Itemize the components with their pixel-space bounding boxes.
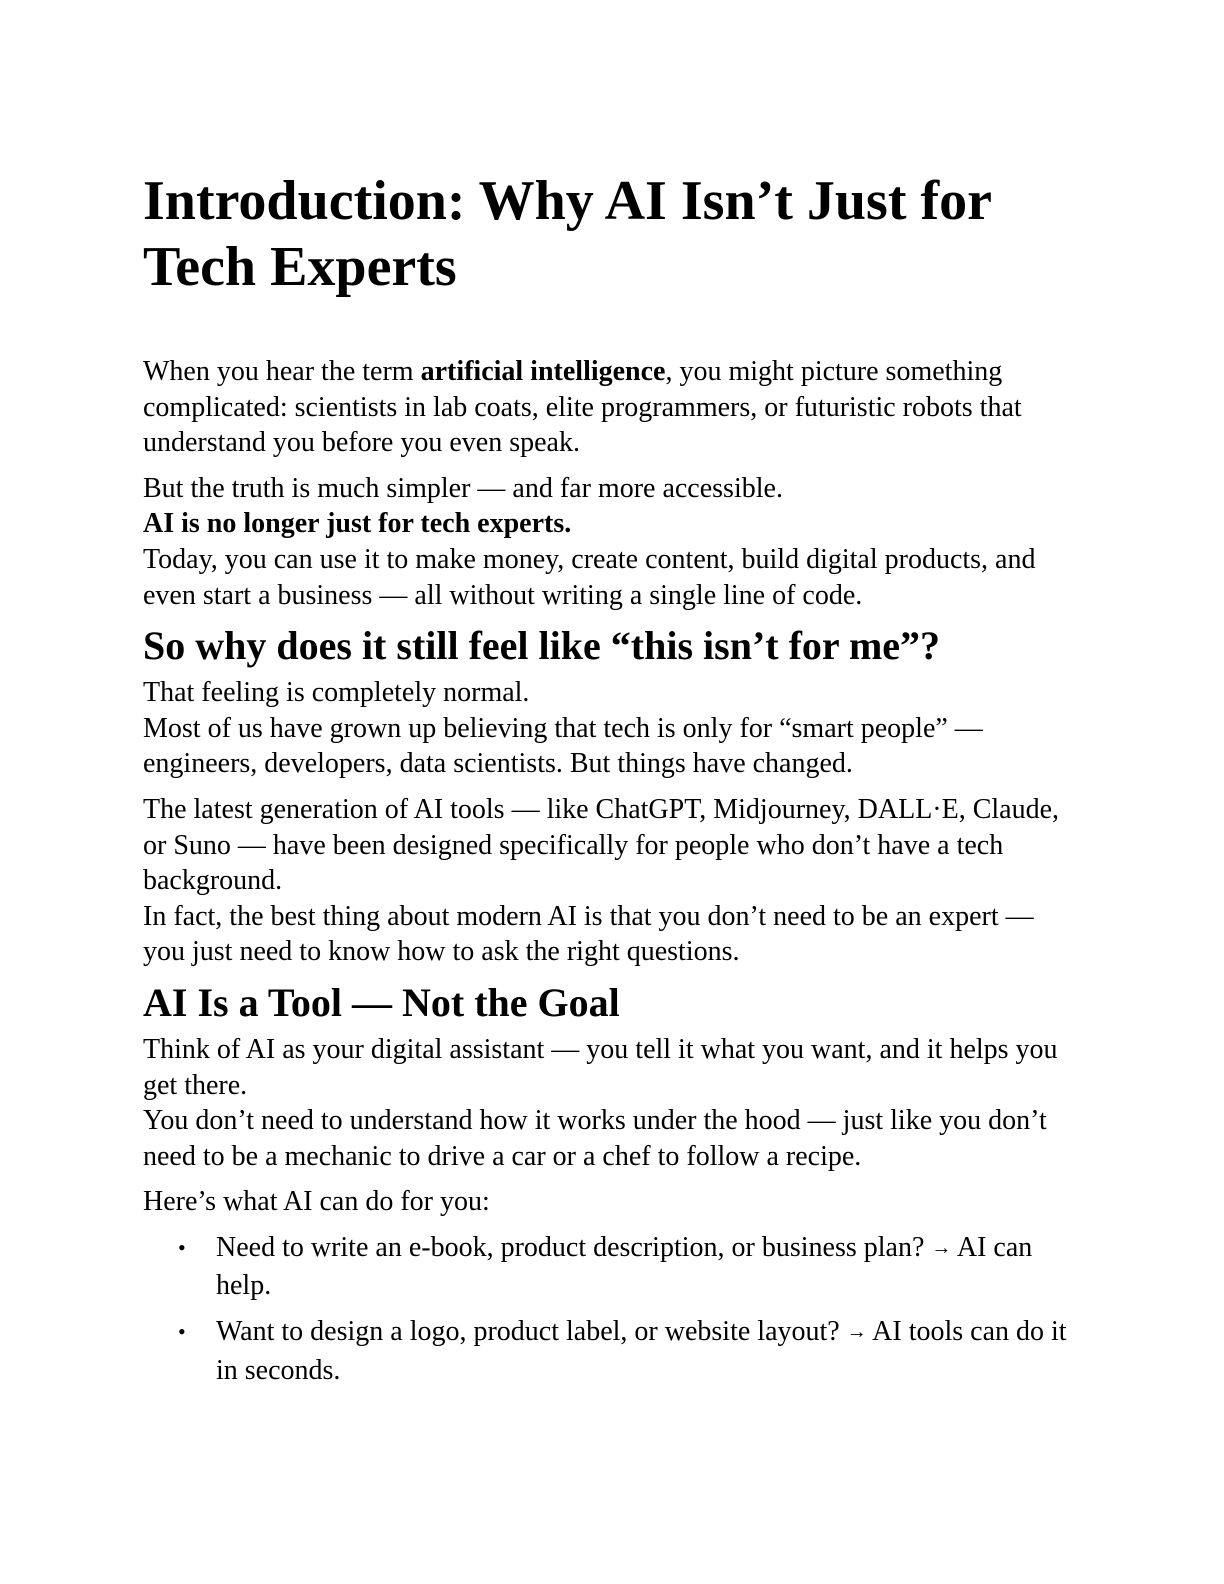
- list-item-question: Need to write an e-book, product description, or business plan?: [216, 1231, 925, 1263]
- document-page: [143, 168, 1078, 1398]
- right-arrow-icon: →: [846, 1321, 867, 1344]
- right-arrow-icon: →: [931, 1236, 952, 1259]
- list-item: [143, 1314, 1078, 1388]
- list-item: [143, 1230, 1078, 1304]
- section1-paragraph-1: That feeling is completely normal.: [143, 677, 530, 709]
- list-item-answer: AI tools can do it in seconds.: [216, 1316, 1067, 1386]
- intro-paragraph-2: But the truth is much simpler — and far more accessible.: [143, 472, 783, 504]
- section1-paragraph-2: Most of us have grown up believing that tech is only for “smart people” — engineers, developers, data scientists. But things have changed.: [143, 712, 983, 780]
- section-heading-ai-tool: AI Is a Tool — Not the Goal: [143, 979, 620, 1025]
- intro-p1-text-end: , you might picture something complicated: scientists in lab coats, elite programmers, or futuristic robots that understand you before you even speak.: [143, 356, 1022, 459]
- page-title: Introduction: Why AI Isn’t Just for Tech Experts: [143, 170, 991, 298]
- section-heading-why-feel: So why does it still feel like “this isn’t for me”?: [143, 623, 941, 669]
- ai-uses-list: [143, 1230, 1078, 1388]
- section1-paragraph-4: In fact, the best thing about modern AI is that you don’t need to be an expert — you just need to know how to ask the right questions.: [143, 900, 1034, 968]
- intro-paragraph-3: Today, you can use it to make money, create content, build digital products, and even start a business — all without writing a single line of code.: [143, 543, 1036, 611]
- section2-paragraph-2: You don’t need to understand how it works under the hood — just like you don’t need to be a mechanic to drive a car or a chef to follow a recipe.: [143, 1105, 1047, 1172]
- section2-paragraph-3: Here’s what AI can do for you:: [143, 1186, 490, 1218]
- intro-paragraph-1: [143, 354, 1078, 461]
- bullet-icon: •: [178, 1319, 186, 1345]
- bullet-icon: •: [178, 1234, 186, 1260]
- section1-paragraph-3: The latest generation of AI tools — like ChatGPT, Midjourney, DALL·E, Claude, or Suno — have been designed specifically for people who don’t have a tech background.: [143, 793, 1060, 897]
- intro-bold-statement: AI is no longer just for tech experts.: [143, 508, 572, 540]
- list-item-question: Want to design a logo, product label, or website layout?: [216, 1316, 840, 1348]
- section2-paragraph-1: Think of AI as your digital assistant — you tell it what you want, and it helps you get there.: [143, 1033, 1058, 1101]
- intro-p1-bold-term: artificial intelligence: [420, 356, 666, 387]
- list-item-answer: AI can help.: [216, 1231, 1033, 1302]
- intro-p1-text-start: When you hear the term: [143, 356, 421, 387]
